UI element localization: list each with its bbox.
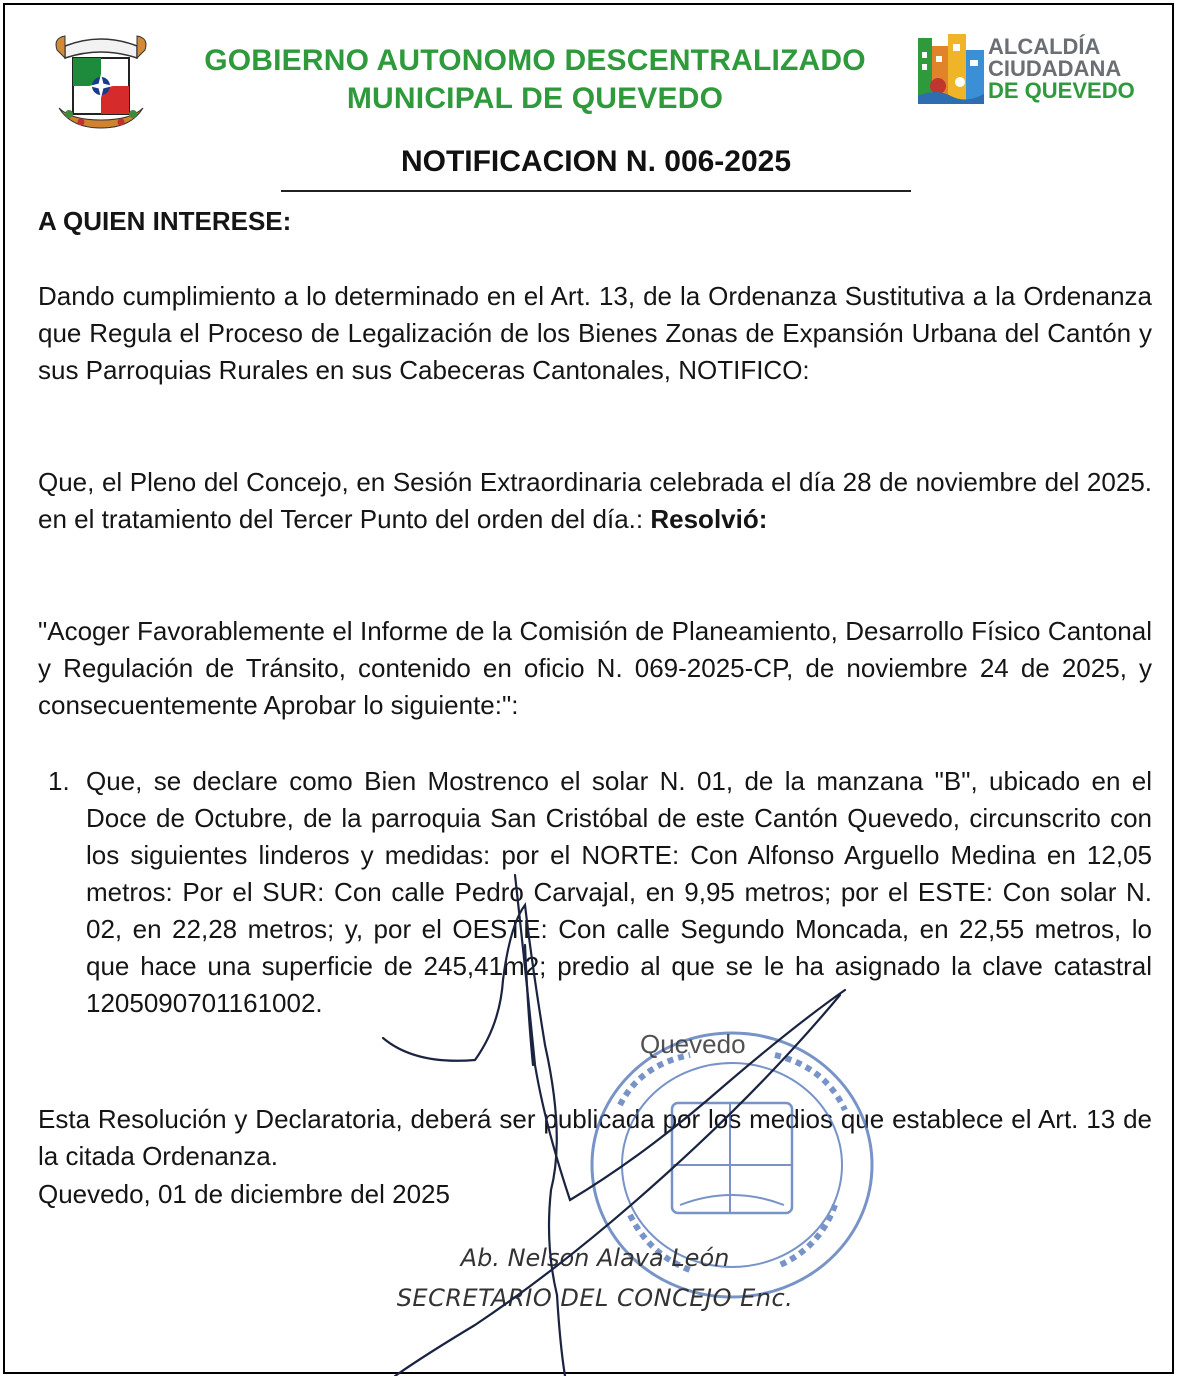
brand-line3: DE QUEVEDO	[988, 78, 1135, 103]
brand-line2: CIUDADANA	[988, 56, 1122, 81]
municipal-crest-logo	[51, 24, 151, 134]
resolved-label: Resolvió:	[650, 504, 768, 534]
paragraph-session-text: Que, el Pleno del Concejo, en Sesión Extraordinaria celebrada el día 28 de noviembre del 2025. en el tratamiento del Tercer Punto del orden del día.:	[38, 467, 1152, 534]
signer-name: Ab. Nelson Alava León	[460, 1244, 730, 1272]
brand-line1: ALCALDÍA	[988, 34, 1101, 59]
organization-name	[165, 42, 905, 118]
list-item-text: Que, se declare como Bien Mostrenco el solar N. 01, de la manzana "B", ubicado en el Doce de Octubre, de la parroquia San Cristóbal de este Cantón Quevedo, circunscrito con los siguientes linderos y medidas: por el NORTE: Con Alfonso Arguello Medina en 12,05 metros: Por el SUR: Con calle Pedro Carvajal, en 9,95 metros; por el ESTE: Con solar N. 02, en 22,28 metros; y, por el OESTE: Con calle Segundo Moncada, en 22,55 metros, lo que hace una superficie de 245,41m2; predio al que se le ha asignado la clave catastral 1205090701161002.	[86, 766, 1152, 1018]
paragraph-session	[38, 464, 1152, 538]
salutation: A QUIEN INTERESE:	[38, 206, 292, 236]
paragraph-resolution: "Acoger Favorablemente el Informe de la Comisión de Planeamiento, Desarrollo Físico Cantonal y Regulación de Tránsito, contenido en oficio N. 069-2025-CP, de noviembre 24 de 2025, y consecuentemente Aprobar lo siguiente:":	[38, 616, 1152, 720]
list-item-number: 1.	[48, 766, 70, 796]
city-building-icon	[916, 32, 986, 108]
paragraph-intro: Dando cumplimiento a lo determinado en el Art. 13, de la Ordenanza Sustitutiva a la Ordenanza que Regula el Proceso de Legalización de los Bienes Zonas de Expansión Urbana del Cantón y sus Parroquias Rurales en sus Cabeceras Cantonales, NOTIFICO:	[38, 281, 1152, 385]
paragraph-publication: Esta Resolución y Declaratoria, deberá ser publicada por los medios que establece el Art. 13 de la citada Ordenanza.	[38, 1104, 1152, 1171]
title-underline	[281, 190, 911, 192]
signer-role: SECRETARIO DEL CONCEJO Enc.	[396, 1284, 794, 1312]
alcaldia-brand-logo	[916, 32, 1166, 112]
organization-name-line2: MUNICIPAL DE QUEVEDO	[346, 82, 724, 115]
stamp-text: Quevedo	[640, 1029, 746, 1059]
organization-name-line1: GOBIERNO AUTONOMO DESCENTRALIZADO	[204, 44, 866, 77]
place-and-date: Quevedo, 01 de diciembre del 2025	[38, 1179, 450, 1209]
document-title: NOTIFICACION N. 006-2025	[400, 145, 792, 178]
notification-page	[3, 3, 1174, 1374]
resolution-list	[38, 763, 1152, 1022]
signature-block	[345, 1238, 845, 1318]
brand-text	[988, 36, 1135, 102]
list-item	[38, 763, 1152, 1022]
